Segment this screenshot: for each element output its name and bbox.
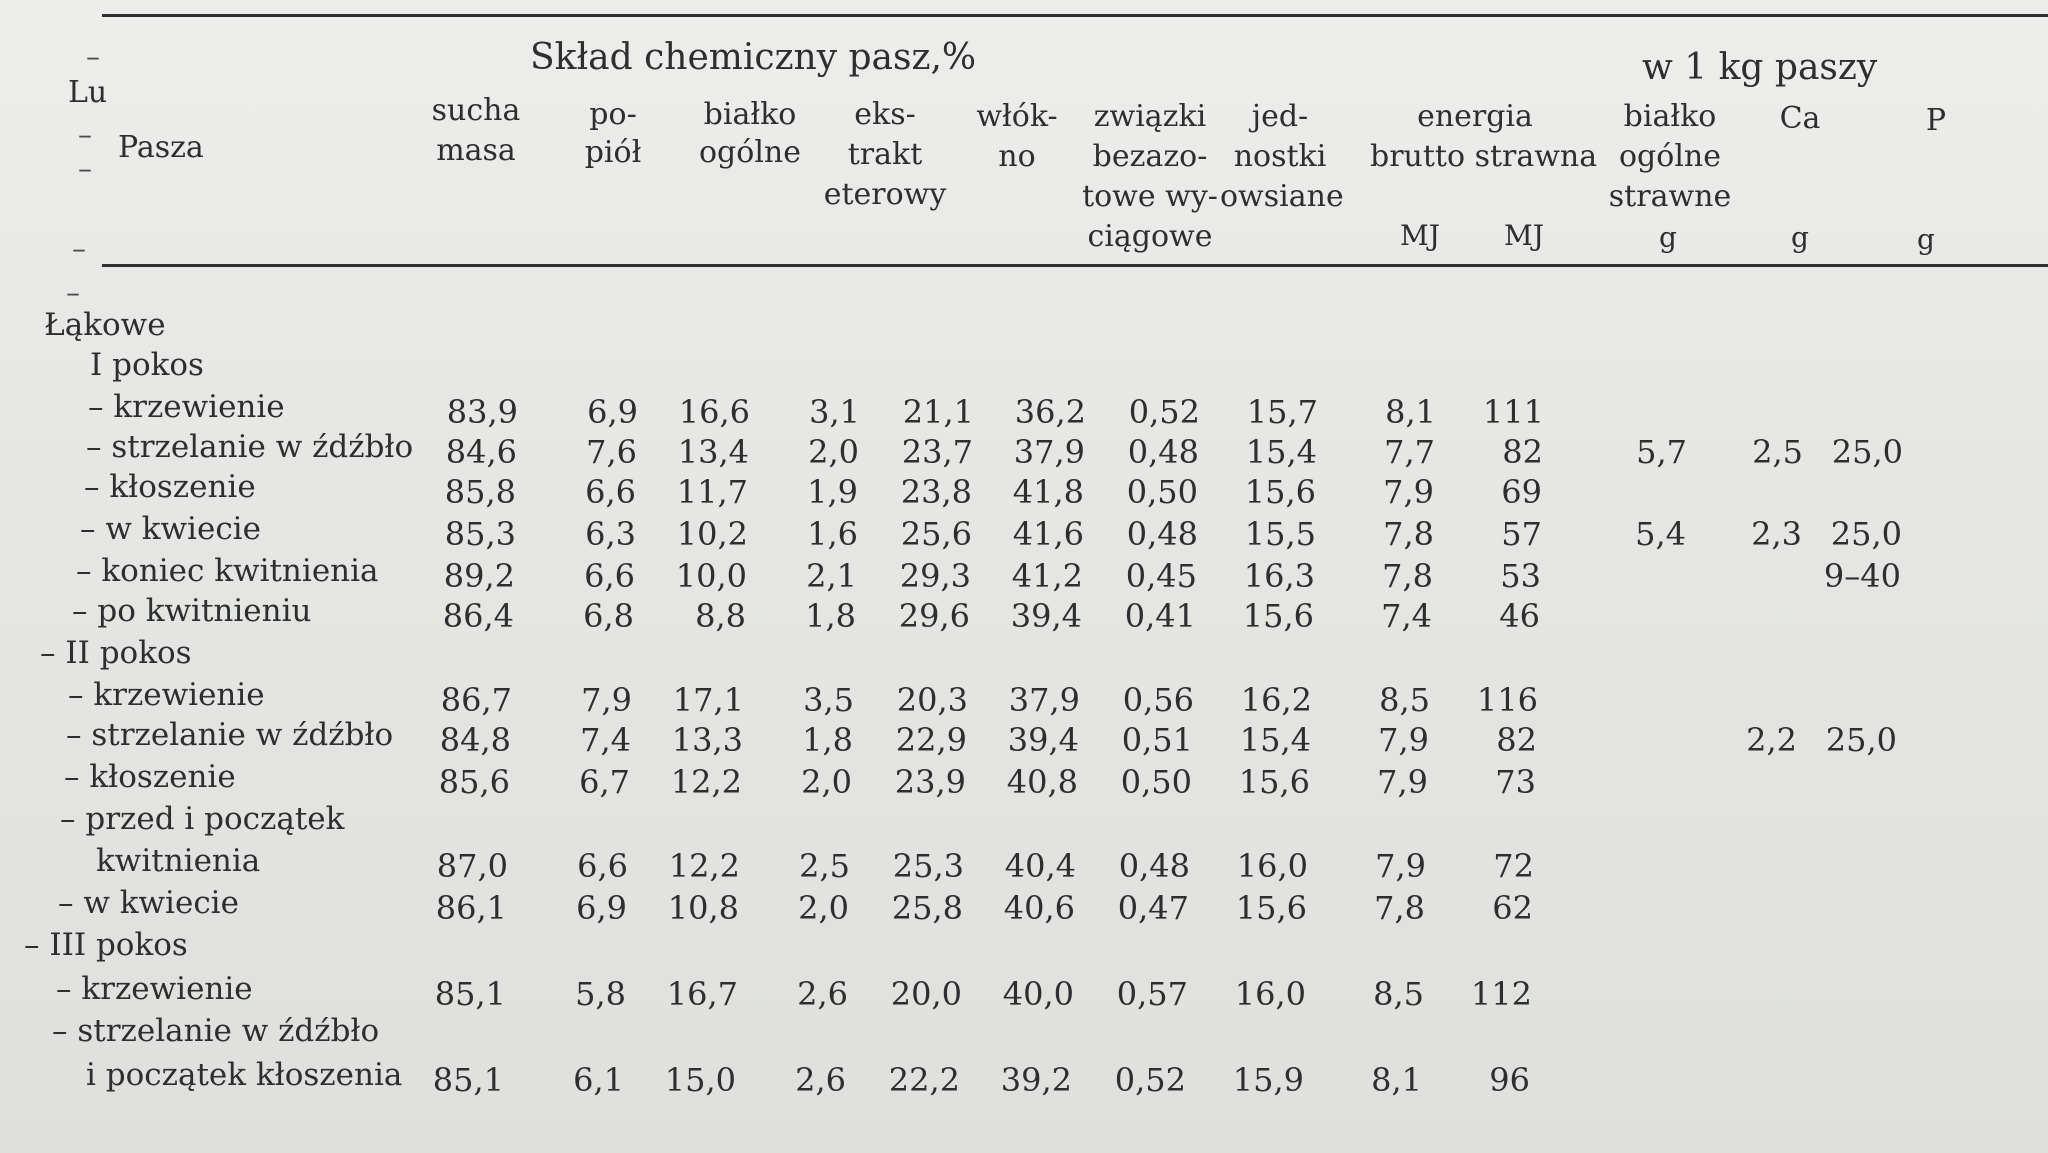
table-cell: 37,9: [1008, 681, 1080, 719]
row-label: – strzelanie w źdźbło: [86, 429, 414, 465]
row-label: – w kwiecie: [80, 511, 261, 547]
col-popiol-line2: piół: [584, 135, 642, 170]
row-label: – III pokos: [24, 927, 188, 963]
table-cell: 10,8: [667, 889, 739, 927]
table-cell: 37,9: [1013, 433, 1085, 471]
table-cell: 15,4: [1245, 433, 1317, 471]
row-label: – krzewienie: [68, 677, 265, 713]
row-label: – krzewienie: [88, 389, 285, 425]
table-cell: 15,6: [1235, 889, 1307, 927]
table-cell: 16,7: [666, 975, 738, 1013]
table-cell: 6,6: [585, 473, 636, 511]
table-cell: 2,6: [795, 1061, 846, 1099]
table-cell: 7,4: [580, 721, 631, 759]
col-energia-line1: energia: [1417, 99, 1533, 134]
table-cell: 2,6: [797, 975, 848, 1013]
table-cell: 89,2: [443, 557, 515, 595]
table-cell: 2,3: [1751, 515, 1802, 553]
table-cell: 2,5: [799, 847, 850, 885]
table-cell: 7,8: [1382, 557, 1433, 595]
table-cell: 8,5: [1379, 681, 1430, 719]
table-cell: 23,9: [894, 763, 966, 801]
col-bialko-strawne-line2: ogólne: [1619, 139, 1721, 174]
table-cell: 0,50: [1126, 473, 1198, 511]
table-cell: 25,0: [1831, 433, 1903, 471]
col-p: P: [1925, 103, 1947, 138]
table-cell: 17,1: [672, 681, 744, 719]
unit-mj-strawna: MJ: [1504, 219, 1544, 252]
table-cell: 15,6: [1244, 473, 1316, 511]
table-cell: 11,7: [676, 473, 748, 511]
margin-dash: –: [72, 232, 86, 265]
table-cell: 112: [1470, 975, 1532, 1013]
table-cell: 6,9: [587, 393, 638, 431]
table-cell: 1,9: [807, 473, 858, 511]
table-cell: 7,6: [586, 433, 637, 471]
table-cell: 0,50: [1120, 763, 1192, 801]
col-ekstrakt-line3: eterowy: [823, 177, 947, 212]
table-cell: 0,57: [1116, 975, 1188, 1013]
unit-g-bialko: g: [1659, 221, 1677, 254]
table-cell: 53: [1500, 557, 1541, 595]
table-cell: 0,52: [1128, 393, 1200, 431]
table-cell: 13,3: [671, 721, 743, 759]
title-per-kg: w 1 kg paszy: [1642, 47, 1878, 88]
table-cell: 15,9: [1232, 1061, 1304, 1099]
table-cell: 7,9: [581, 681, 632, 719]
margin-dash: –: [66, 276, 80, 309]
table-cell: 0,45: [1125, 557, 1197, 595]
col-jednostki-line2: nostki: [1233, 139, 1327, 174]
col-jednostki-line1: jed-: [1251, 99, 1309, 134]
col-jednostki-line3: owsiane: [1220, 179, 1344, 214]
table-cell: 25,0: [1825, 721, 1897, 759]
table-cell: 29,3: [899, 557, 971, 595]
table-cell: 0,52: [1114, 1061, 1186, 1099]
table-cell: 8,5: [1373, 975, 1424, 1013]
table-cell: 85,8: [444, 473, 516, 511]
col-ekstrakt-line1: eks-: [854, 97, 916, 132]
table-cell: 6,7: [579, 763, 630, 801]
table-cell: 7,9: [1383, 473, 1434, 511]
title-chemical-composition: Skład chemiczny pasz,%: [530, 37, 977, 78]
table-cell: 29,6: [898, 597, 970, 635]
col-wlokno-line1: włók-: [976, 99, 1058, 134]
pasza-header: Pasza: [118, 130, 204, 165]
table-cell: 96: [1489, 1061, 1530, 1099]
table-cell: 6,1: [573, 1061, 624, 1099]
col-sucha-masa-line1: sucha: [431, 93, 521, 128]
table-cell: 6,6: [577, 847, 628, 885]
table-cell: 86,7: [440, 681, 512, 719]
col-zwiazki-line2: bezazo-: [1092, 139, 1208, 174]
table-cell: 22,2: [888, 1061, 960, 1099]
table-cell: 0,48: [1126, 515, 1198, 553]
unit-g-ca: g: [1791, 221, 1809, 254]
unit-g-p: g: [1917, 223, 1935, 256]
col-ca: Ca: [1779, 101, 1821, 136]
table-cell: 16,2: [1240, 681, 1312, 719]
row-label: – strzelanie w źdźbło: [66, 717, 394, 753]
table-cell: 41,8: [1012, 473, 1084, 511]
table-cell: 7,9: [1375, 847, 1426, 885]
table-cell: 25,6: [900, 515, 972, 553]
row-label: Łąkowe: [44, 307, 166, 343]
table-cell: 40,8: [1006, 763, 1078, 801]
table-cell: 20,3: [896, 681, 968, 719]
col-zwiazki-line4: ciągowe: [1087, 219, 1213, 254]
table-cell: 2,0: [808, 433, 859, 471]
table-cell: 0,48: [1118, 847, 1190, 885]
table-cell: 8,1: [1371, 1061, 1422, 1099]
table-cell: 7,8: [1383, 515, 1434, 553]
table-cell: 46: [1499, 597, 1540, 635]
table-cell: 83,9: [446, 393, 518, 431]
table-cell: 41,6: [1012, 515, 1084, 553]
table-cell: 6,6: [584, 557, 635, 595]
col-zwiazki-line3: towe wy-: [1082, 179, 1218, 214]
top-rule: [102, 14, 2048, 17]
table-cell: 23,8: [900, 473, 972, 511]
table-cell: 73: [1495, 763, 1536, 801]
col-ekstrakt-line2: trakt: [847, 137, 923, 172]
table-cell: 85,6: [438, 763, 510, 801]
table-cell: 0,41: [1124, 597, 1196, 635]
table-cell: 12,2: [670, 763, 742, 801]
table-cell: 2,2: [1746, 721, 1797, 759]
table-cell: 10,2: [676, 515, 748, 553]
table-cell: 84,8: [439, 721, 511, 759]
table-cell: 25,8: [891, 889, 963, 927]
col-bialko-line1: białko: [703, 97, 797, 132]
table-cell: 2,5: [1752, 433, 1803, 471]
table-cell: 39,4: [1010, 597, 1082, 635]
table-cell: 1,6: [807, 515, 858, 553]
table-cell: 86,1: [435, 889, 507, 927]
table-cell: 57: [1501, 515, 1542, 553]
margin-dash: –: [78, 118, 92, 151]
table-cell: 13,4: [677, 433, 749, 471]
table-cell: 20,0: [890, 975, 962, 1013]
table-cell: 0,47: [1117, 889, 1189, 927]
table-cell: 3,1: [809, 393, 860, 431]
table-cell: 25,3: [892, 847, 964, 885]
table-cell: 5,7: [1636, 433, 1687, 471]
table-cell: 10,0: [675, 557, 747, 595]
table-cell: 9–40: [1823, 557, 1901, 595]
margin-fragment: Lu: [68, 75, 108, 110]
table-cell: 7,9: [1377, 763, 1428, 801]
table-cell: 0,51: [1121, 721, 1193, 759]
table-cell: 7,8: [1374, 889, 1425, 927]
table-cell: 2,0: [798, 889, 849, 927]
col-bialko-strawne-line3: strawne: [1608, 179, 1732, 214]
table-cell: 82: [1496, 721, 1537, 759]
col-popiol-line1: po-: [589, 97, 637, 132]
row-label: – II pokos: [40, 635, 192, 671]
row-label: – po kwitnieniu: [72, 593, 312, 629]
table-cell: 40,6: [1003, 889, 1075, 927]
table-cell: 2,1: [806, 557, 857, 595]
row-label: – w kwiecie: [58, 885, 239, 921]
table-cell: 16,0: [1234, 975, 1306, 1013]
table-cell: 72: [1493, 847, 1534, 885]
table-cell: 21,1: [902, 393, 974, 431]
table-cell: 6,9: [576, 889, 627, 927]
table-cell: 82: [1502, 433, 1543, 471]
table-cell: 85,3: [444, 515, 516, 553]
table-cell: 7,9: [1378, 721, 1429, 759]
table-cell: 41,2: [1011, 557, 1083, 595]
table-cell: 40,0: [1002, 975, 1074, 1013]
table-cell: 15,6: [1242, 597, 1314, 635]
table-cell: 16,6: [678, 393, 750, 431]
table-cell: 8,1: [1385, 393, 1436, 431]
row-label: i początek kłoszenia: [86, 1057, 403, 1093]
table-cell: 39,4: [1007, 721, 1079, 759]
table-cell: 62: [1492, 889, 1533, 927]
table-cell: 8,8: [695, 597, 746, 635]
table-cell: 15,5: [1244, 515, 1316, 553]
table-cell: 69: [1501, 473, 1542, 511]
table-cell: 2,0: [801, 763, 852, 801]
table-cell: 36,2: [1014, 393, 1086, 431]
unit-mj-brutto: MJ: [1400, 219, 1440, 252]
table-cell: 15,6: [1238, 763, 1310, 801]
table-cell: 6,3: [585, 515, 636, 553]
col-bialko-line2: ogólne: [699, 135, 801, 170]
table-cell: 85,1: [434, 975, 506, 1013]
col-energia-line2: brutto strawna: [1370, 139, 1598, 174]
table-cell: 0,48: [1127, 433, 1199, 471]
table-cell: 87,0: [436, 847, 508, 885]
table-cell: 1,8: [805, 597, 856, 635]
table-cell: 84,6: [445, 433, 517, 471]
col-bialko-strawne-line1: białko: [1623, 99, 1717, 134]
table-cell: 16,0: [1236, 847, 1308, 885]
table-cell: 85,1: [432, 1061, 504, 1099]
table-cell: 16,3: [1243, 557, 1315, 595]
table-cell: 25,0: [1830, 515, 1902, 553]
table-cell: 22,9: [895, 721, 967, 759]
table-cell: 116: [1476, 681, 1538, 719]
table-cell: 111: [1482, 393, 1544, 431]
table-cell: 86,4: [442, 597, 514, 635]
table-cell: 15,7: [1246, 393, 1318, 431]
header-bottom-rule: [102, 264, 2048, 267]
row-label: kwitnienia: [96, 843, 261, 879]
table-cell: 7,4: [1381, 597, 1432, 635]
row-label: – przed i początek: [60, 801, 345, 837]
table-cell: 5,8: [575, 975, 626, 1013]
col-sucha-masa-line2: masa: [436, 133, 516, 168]
table-cell: 39,2: [1000, 1061, 1072, 1099]
col-zwiazki-line1: związki: [1093, 99, 1207, 134]
col-wlokno-line2: no: [998, 139, 1036, 174]
table-cell: 12,2: [668, 847, 740, 885]
table-cell: 3,5: [803, 681, 854, 719]
row-label: I pokos: [90, 347, 204, 383]
table-cell: 6,8: [583, 597, 634, 635]
table-cell: 40,4: [1004, 847, 1076, 885]
row-label: – koniec kwitnienia: [76, 553, 379, 589]
row-label: – strzelanie w źdźbło: [52, 1013, 380, 1049]
table-cell: 5,4: [1635, 515, 1686, 553]
table-cell: 7,7: [1384, 433, 1435, 471]
margin-dash: –: [78, 152, 92, 185]
table-cell: 15,0: [664, 1061, 736, 1099]
row-label: – kłoszenie: [64, 759, 236, 795]
row-label: – kłoszenie: [84, 469, 256, 505]
table-cell: 15,4: [1239, 721, 1311, 759]
table-cell: 0,56: [1122, 681, 1194, 719]
table-cell: 1,8: [802, 721, 853, 759]
margin-dash: –: [86, 40, 100, 73]
table-cell: 23,7: [901, 433, 973, 471]
row-label: – krzewienie: [56, 971, 253, 1007]
